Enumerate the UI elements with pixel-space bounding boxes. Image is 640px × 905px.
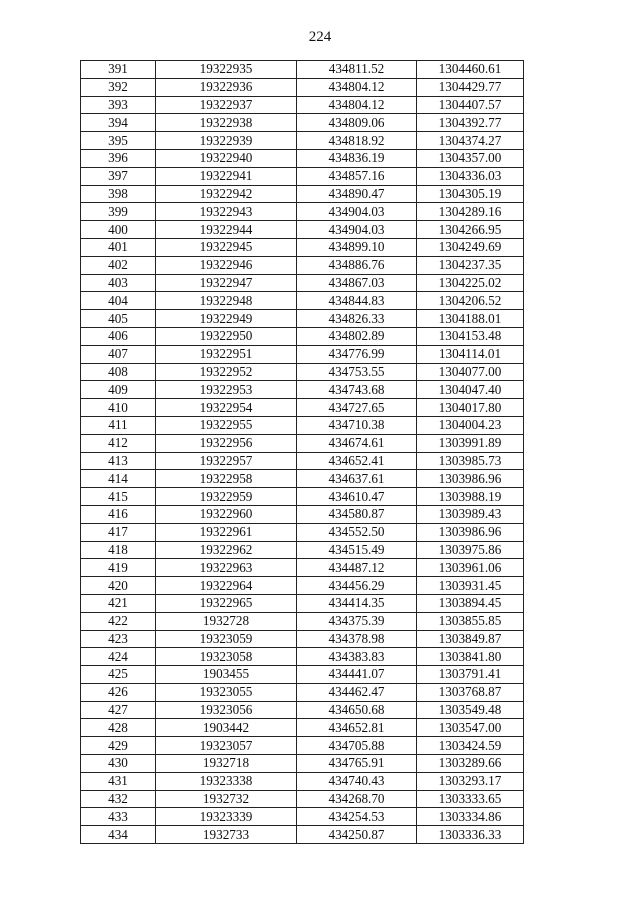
x-coordinate-cell: 434904.03	[297, 203, 417, 221]
point-number-cell: 430	[81, 755, 156, 773]
table-row	[81, 666, 524, 684]
table-row	[81, 434, 524, 452]
point-number-cell: 398	[81, 185, 156, 203]
point-number-cell: 413	[81, 452, 156, 470]
point-number-cell: 426	[81, 683, 156, 701]
point-number-cell: 424	[81, 648, 156, 666]
point-id-cell: 1932728	[156, 612, 297, 630]
point-number-cell: 431	[81, 772, 156, 790]
x-coordinate-cell: 434844.83	[297, 292, 417, 310]
point-number-cell: 395	[81, 132, 156, 150]
y-coordinate-cell: 1303336.33	[417, 826, 524, 844]
point-id-cell: 19322941	[156, 167, 297, 185]
coordinates-table	[80, 60, 524, 844]
table-row	[81, 345, 524, 363]
y-coordinate-cell: 1304114.01	[417, 345, 524, 363]
y-coordinate-cell: 1303549.48	[417, 701, 524, 719]
y-coordinate-cell: 1303986.96	[417, 523, 524, 541]
point-number-cell: 410	[81, 399, 156, 417]
point-id-cell: 19322959	[156, 488, 297, 506]
table-row	[81, 381, 524, 399]
point-id-cell: 1932718	[156, 755, 297, 773]
y-coordinate-cell: 1303975.86	[417, 541, 524, 559]
point-id-cell: 19322958	[156, 470, 297, 488]
table-row	[81, 701, 524, 719]
x-coordinate-cell: 434378.98	[297, 630, 417, 648]
table-row	[81, 559, 524, 577]
x-coordinate-cell: 434804.12	[297, 78, 417, 96]
x-coordinate-cell: 434652.41	[297, 452, 417, 470]
point-id-cell: 19322939	[156, 132, 297, 150]
point-number-cell: 417	[81, 523, 156, 541]
table-row	[81, 505, 524, 523]
x-coordinate-cell: 434487.12	[297, 559, 417, 577]
y-coordinate-cell: 1304004.23	[417, 416, 524, 434]
y-coordinate-cell: 1304336.03	[417, 167, 524, 185]
y-coordinate-cell: 1303333.65	[417, 790, 524, 808]
point-number-cell: 427	[81, 701, 156, 719]
point-number-cell: 433	[81, 808, 156, 826]
y-coordinate-cell: 1303986.96	[417, 470, 524, 488]
table-row	[81, 256, 524, 274]
point-number-cell: 405	[81, 310, 156, 328]
point-id-cell: 19322951	[156, 345, 297, 363]
x-coordinate-cell: 434268.70	[297, 790, 417, 808]
point-id-cell: 19322945	[156, 238, 297, 256]
point-number-cell: 428	[81, 719, 156, 737]
table-row	[81, 612, 524, 630]
point-id-cell: 19323058	[156, 648, 297, 666]
point-id-cell: 19322952	[156, 363, 297, 381]
point-id-cell: 19322961	[156, 523, 297, 541]
table-row	[81, 292, 524, 310]
x-coordinate-cell: 434515.49	[297, 541, 417, 559]
x-coordinate-cell: 434904.03	[297, 221, 417, 239]
point-number-cell: 419	[81, 559, 156, 577]
table-row	[81, 594, 524, 612]
y-coordinate-cell: 1304153.48	[417, 327, 524, 345]
x-coordinate-cell: 434890.47	[297, 185, 417, 203]
point-id-cell: 19323057	[156, 737, 297, 755]
y-coordinate-cell: 1303849.87	[417, 630, 524, 648]
point-id-cell: 19322948	[156, 292, 297, 310]
point-number-cell: 434	[81, 826, 156, 844]
y-coordinate-cell: 1303334.86	[417, 808, 524, 826]
point-id-cell: 19322943	[156, 203, 297, 221]
table-row	[81, 61, 524, 79]
table-row	[81, 737, 524, 755]
x-coordinate-cell: 434552.50	[297, 523, 417, 541]
point-number-cell: 391	[81, 61, 156, 79]
point-id-cell: 19323338	[156, 772, 297, 790]
point-number-cell: 409	[81, 381, 156, 399]
y-coordinate-cell: 1304237.35	[417, 256, 524, 274]
table-row	[81, 541, 524, 559]
point-id-cell: 19322962	[156, 541, 297, 559]
table-row	[81, 630, 524, 648]
point-id-cell: 19322956	[156, 434, 297, 452]
point-id-cell: 19322957	[156, 452, 297, 470]
x-coordinate-cell: 434765.91	[297, 755, 417, 773]
point-id-cell: 19322953	[156, 381, 297, 399]
point-number-cell: 402	[81, 256, 156, 274]
point-id-cell: 19322960	[156, 505, 297, 523]
point-number-cell: 404	[81, 292, 156, 310]
point-number-cell: 394	[81, 114, 156, 132]
x-coordinate-cell: 434886.76	[297, 256, 417, 274]
table-row	[81, 808, 524, 826]
y-coordinate-cell: 1303424.59	[417, 737, 524, 755]
x-coordinate-cell: 434857.16	[297, 167, 417, 185]
y-coordinate-cell: 1304206.52	[417, 292, 524, 310]
point-id-cell: 19322946	[156, 256, 297, 274]
x-coordinate-cell: 434743.68	[297, 381, 417, 399]
point-number-cell: 429	[81, 737, 156, 755]
x-coordinate-cell: 434250.87	[297, 826, 417, 844]
point-id-cell: 19322949	[156, 310, 297, 328]
y-coordinate-cell: 1303289.66	[417, 755, 524, 773]
point-id-cell: 19323059	[156, 630, 297, 648]
y-coordinate-cell: 1304460.61	[417, 61, 524, 79]
y-coordinate-cell: 1304392.77	[417, 114, 524, 132]
x-coordinate-cell: 434254.53	[297, 808, 417, 826]
y-coordinate-cell: 1304407.57	[417, 96, 524, 114]
y-coordinate-cell: 1303293.17	[417, 772, 524, 790]
y-coordinate-cell: 1304225.02	[417, 274, 524, 292]
point-number-cell: 400	[81, 221, 156, 239]
table-row	[81, 221, 524, 239]
table-row	[81, 826, 524, 844]
point-id-cell: 19322936	[156, 78, 297, 96]
table-row	[81, 772, 524, 790]
x-coordinate-cell: 434441.07	[297, 666, 417, 684]
point-id-cell: 19322944	[156, 221, 297, 239]
x-coordinate-cell: 434776.99	[297, 345, 417, 363]
table-row	[81, 78, 524, 96]
point-id-cell: 19322937	[156, 96, 297, 114]
point-id-cell: 19322954	[156, 399, 297, 417]
point-id-cell: 19322964	[156, 577, 297, 595]
point-id-cell: 19323339	[156, 808, 297, 826]
x-coordinate-cell: 434740.43	[297, 772, 417, 790]
x-coordinate-cell: 434809.06	[297, 114, 417, 132]
point-id-cell: 19323056	[156, 701, 297, 719]
x-coordinate-cell: 434727.65	[297, 399, 417, 417]
point-id-cell: 19322935	[156, 61, 297, 79]
point-id-cell: 1903442	[156, 719, 297, 737]
table-row	[81, 149, 524, 167]
point-number-cell: 423	[81, 630, 156, 648]
x-coordinate-cell: 434811.52	[297, 61, 417, 79]
x-coordinate-cell: 434637.61	[297, 470, 417, 488]
y-coordinate-cell: 1304017.80	[417, 399, 524, 417]
table-row	[81, 96, 524, 114]
y-coordinate-cell: 1304249.69	[417, 238, 524, 256]
table-row	[81, 363, 524, 381]
y-coordinate-cell: 1304047.40	[417, 381, 524, 399]
point-number-cell: 397	[81, 167, 156, 185]
y-coordinate-cell: 1303841.80	[417, 648, 524, 666]
y-coordinate-cell: 1304374.27	[417, 132, 524, 150]
x-coordinate-cell: 434710.38	[297, 416, 417, 434]
point-number-cell: 414	[81, 470, 156, 488]
point-number-cell: 401	[81, 238, 156, 256]
point-number-cell: 432	[81, 790, 156, 808]
y-coordinate-cell: 1303989.43	[417, 505, 524, 523]
table-row	[81, 238, 524, 256]
point-number-cell: 392	[81, 78, 156, 96]
point-number-cell: 396	[81, 149, 156, 167]
y-coordinate-cell: 1303991.89	[417, 434, 524, 452]
table-row	[81, 523, 524, 541]
x-coordinate-cell: 434867.03	[297, 274, 417, 292]
table-row	[81, 132, 524, 150]
table-row	[81, 185, 524, 203]
point-number-cell: 411	[81, 416, 156, 434]
point-number-cell: 412	[81, 434, 156, 452]
point-id-cell: 1903455	[156, 666, 297, 684]
x-coordinate-cell: 434456.29	[297, 577, 417, 595]
y-coordinate-cell: 1303547.00	[417, 719, 524, 737]
y-coordinate-cell: 1304357.00	[417, 149, 524, 167]
x-coordinate-cell: 434826.33	[297, 310, 417, 328]
y-coordinate-cell: 1304429.77	[417, 78, 524, 96]
x-coordinate-cell: 434836.19	[297, 149, 417, 167]
x-coordinate-cell: 434705.88	[297, 737, 417, 755]
point-id-cell: 19322955	[156, 416, 297, 434]
point-number-cell: 393	[81, 96, 156, 114]
point-number-cell: 421	[81, 594, 156, 612]
table-row	[81, 274, 524, 292]
y-coordinate-cell: 1303988.19	[417, 488, 524, 506]
x-coordinate-cell: 434650.68	[297, 701, 417, 719]
x-coordinate-cell: 434462.47	[297, 683, 417, 701]
table-row	[81, 577, 524, 595]
point-id-cell: 1932732	[156, 790, 297, 808]
point-number-cell: 403	[81, 274, 156, 292]
table-row	[81, 755, 524, 773]
point-id-cell: 19323055	[156, 683, 297, 701]
table-row	[81, 648, 524, 666]
coordinates-table-body	[81, 61, 524, 844]
x-coordinate-cell: 434802.89	[297, 327, 417, 345]
table-row	[81, 310, 524, 328]
table-row	[81, 790, 524, 808]
table-row	[81, 488, 524, 506]
point-number-cell: 408	[81, 363, 156, 381]
y-coordinate-cell: 1304077.00	[417, 363, 524, 381]
x-coordinate-cell: 434375.39	[297, 612, 417, 630]
point-number-cell: 420	[81, 577, 156, 595]
y-coordinate-cell: 1303985.73	[417, 452, 524, 470]
y-coordinate-cell: 1303791.41	[417, 666, 524, 684]
y-coordinate-cell: 1304305.19	[417, 185, 524, 203]
table-row	[81, 399, 524, 417]
y-coordinate-cell: 1303855.85	[417, 612, 524, 630]
table-row	[81, 416, 524, 434]
table-row	[81, 470, 524, 488]
point-number-cell: 407	[81, 345, 156, 363]
point-id-cell: 19322963	[156, 559, 297, 577]
y-coordinate-cell: 1303894.45	[417, 594, 524, 612]
x-coordinate-cell: 434818.92	[297, 132, 417, 150]
point-number-cell: 416	[81, 505, 156, 523]
y-coordinate-cell: 1303961.06	[417, 559, 524, 577]
point-number-cell: 399	[81, 203, 156, 221]
point-id-cell: 19322950	[156, 327, 297, 345]
table-row	[81, 327, 524, 345]
x-coordinate-cell: 434753.55	[297, 363, 417, 381]
y-coordinate-cell: 1304266.95	[417, 221, 524, 239]
x-coordinate-cell: 434674.61	[297, 434, 417, 452]
y-coordinate-cell: 1304188.01	[417, 310, 524, 328]
x-coordinate-cell: 434804.12	[297, 96, 417, 114]
table-row	[81, 452, 524, 470]
y-coordinate-cell: 1303931.45	[417, 577, 524, 595]
table-row	[81, 683, 524, 701]
x-coordinate-cell: 434610.47	[297, 488, 417, 506]
table-row	[81, 719, 524, 737]
point-id-cell: 1932733	[156, 826, 297, 844]
x-coordinate-cell: 434580.87	[297, 505, 417, 523]
point-number-cell: 425	[81, 666, 156, 684]
x-coordinate-cell: 434414.35	[297, 594, 417, 612]
point-id-cell: 19322965	[156, 594, 297, 612]
point-number-cell: 418	[81, 541, 156, 559]
table-row	[81, 203, 524, 221]
page-number: 224	[308, 29, 332, 45]
table-row	[81, 167, 524, 185]
point-id-cell: 19322947	[156, 274, 297, 292]
x-coordinate-cell: 434652.81	[297, 719, 417, 737]
point-number-cell: 415	[81, 488, 156, 506]
y-coordinate-cell: 1303768.87	[417, 683, 524, 701]
point-id-cell: 19322942	[156, 185, 297, 203]
point-number-cell: 422	[81, 612, 156, 630]
point-id-cell: 19322938	[156, 114, 297, 132]
x-coordinate-cell: 434899.10	[297, 238, 417, 256]
y-coordinate-cell: 1304289.16	[417, 203, 524, 221]
point-id-cell: 19322940	[156, 149, 297, 167]
table-row	[81, 114, 524, 132]
point-number-cell: 406	[81, 327, 156, 345]
x-coordinate-cell: 434383.83	[297, 648, 417, 666]
